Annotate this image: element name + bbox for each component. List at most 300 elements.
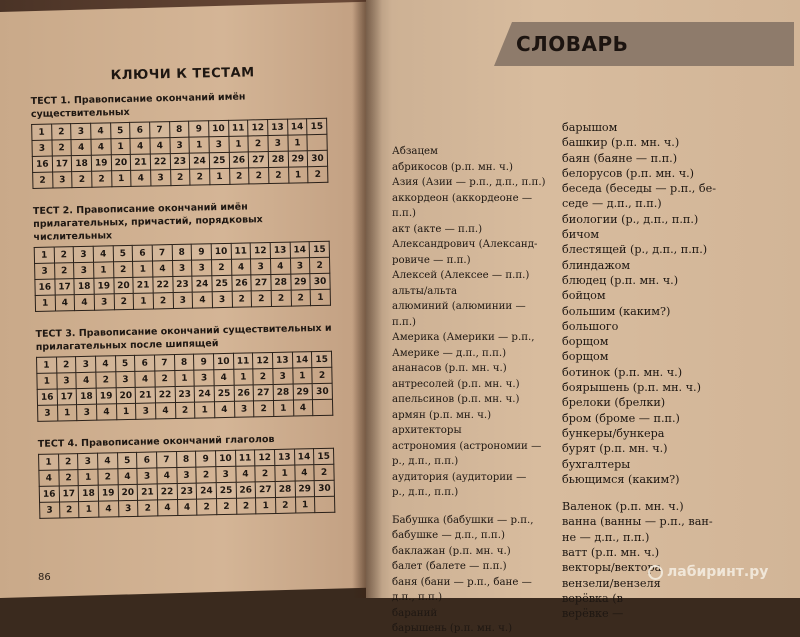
question-number-cell: 21 <box>137 484 157 500</box>
question-number-cell: 18 <box>72 155 92 171</box>
answer-cell: 3 <box>192 260 212 276</box>
dictionary-entry: р., д.п., п.п.) <box>392 456 459 467</box>
dictionary-entry: Алексей (Алексее — п.п.) <box>392 270 530 281</box>
answer-cell: 2 <box>138 500 158 516</box>
dictionary-entry: акт (акте — п.п.) <box>392 223 483 235</box>
answer-cell <box>307 134 327 150</box>
answer-cell: 2 <box>253 368 273 384</box>
question-number-cell: 7 <box>152 245 172 261</box>
dictionary-entry: бром (броме — п.п.) <box>562 411 680 425</box>
dictionary-entry: блестящей (р., д.п., п.п.) <box>562 243 708 257</box>
dictionary-entry: антресолей (р.п. мн. ч.) <box>392 378 520 390</box>
answer-cell: 4 <box>75 294 95 310</box>
answer-cell: 2 <box>275 497 295 513</box>
answer-cell: 4 <box>157 500 177 516</box>
question-number-cell: 29 <box>290 274 310 290</box>
dictionary-entry: бабушке — д.п., п.п.) <box>392 530 505 541</box>
question-number-cell: 24 <box>190 153 210 169</box>
question-number-cell: 22 <box>155 387 175 403</box>
question-number-cell: 7 <box>150 122 170 138</box>
answer-cell: 1 <box>79 501 99 517</box>
tests-container <box>31 89 345 519</box>
answer-cell: 1 <box>94 262 114 278</box>
question-number-cell: 14 <box>287 119 307 135</box>
answer-cell: 1 <box>273 400 293 416</box>
question-number-cell: 12 <box>255 449 275 465</box>
dictionary-entry: верёвка (в <box>562 591 623 605</box>
question-number-cell: 28 <box>268 151 288 167</box>
question-number-cell: 29 <box>293 384 313 400</box>
answer-cell: 1 <box>256 497 276 513</box>
question-number-cell: 8 <box>176 451 196 467</box>
dictionary-entry: блюдец (р.п. мн. ч.) <box>562 273 679 287</box>
answer-key-table <box>31 118 328 189</box>
entry-gap <box>392 501 550 513</box>
answer-cell: 2 <box>114 293 134 309</box>
answer-cell: 3 <box>216 466 236 482</box>
question-number-cell: 25 <box>216 482 236 498</box>
question-number-cell: 1 <box>39 454 59 470</box>
question-number-cell: 24 <box>196 483 216 499</box>
question-number-cell: 25 <box>212 275 232 291</box>
question-number-cell: 4 <box>98 453 118 469</box>
question-number-cell: 26 <box>234 385 254 401</box>
dictionary-entry: ватт (р.п. мн. ч.) <box>562 546 660 560</box>
answer-cell: 4 <box>192 292 212 308</box>
question-number-cell: 22 <box>153 277 173 293</box>
question-number-cell: 9 <box>194 354 214 370</box>
answer-cell: 3 <box>136 403 156 419</box>
dictionary-entry: верёвке — <box>562 607 624 621</box>
dictionary-entry: ванна (ванны — р.п., ван- <box>562 515 713 529</box>
answer-cell: 2 <box>98 469 118 485</box>
question-number-cell: 30 <box>310 273 330 289</box>
answer-cell: 1 <box>133 293 153 309</box>
answer-cell: 3 <box>118 500 138 516</box>
test-title: ТЕСТ 1. Правописание окончаний имён существительных <box>30 91 246 120</box>
entry-gap <box>562 487 782 499</box>
dictionary-entry: баклажан (р.п. мн. ч.) <box>392 545 511 557</box>
dictionary-entry: баян (баяне — п.п.) <box>562 151 678 165</box>
question-number-cell: 29 <box>295 481 315 497</box>
answer-cell: 4 <box>231 259 251 275</box>
dictionary-entry: большого <box>562 319 619 333</box>
question-number-cell: 18 <box>74 278 94 294</box>
question-number-cell: 10 <box>211 243 231 259</box>
answer-cell: 3 <box>52 172 72 188</box>
answer-cell: 1 <box>210 168 230 184</box>
dictionary-entry: барышом <box>562 121 618 134</box>
question-number-cell: 28 <box>275 481 295 497</box>
answer-cell: 1 <box>111 138 131 154</box>
question-number-cell: 10 <box>209 120 229 136</box>
answer-cell: 4 <box>71 139 91 155</box>
question-number-cell: 10 <box>213 353 233 369</box>
dictionary-entry: Бабушка (бабушки — р.п., <box>392 514 534 526</box>
question-number-cell: 30 <box>314 480 334 496</box>
answer-cell: 2 <box>248 136 268 152</box>
dictionary-entry: башкир (р.п. мн. ч.) <box>562 136 680 150</box>
question-number-cell: 27 <box>248 152 268 168</box>
question-number-cell: 23 <box>172 276 192 292</box>
question-number-cell: 21 <box>133 277 153 293</box>
answer-cell: 2 <box>314 464 334 480</box>
answer-cell: 3 <box>273 368 293 384</box>
answer-cell: 3 <box>74 262 94 278</box>
question-number-cell: 3 <box>71 123 91 139</box>
dictionary-entry: вензели/вензеля <box>562 576 661 590</box>
question-number-cell: 4 <box>91 123 111 139</box>
book-spine <box>352 0 382 598</box>
question-number-cell: 20 <box>113 277 133 293</box>
question-number-cell: 9 <box>189 121 209 137</box>
dictionary-entry: большим (каким?) <box>562 304 671 318</box>
dictionary-entry: не — д.п., п.п.) <box>562 530 650 544</box>
answer-cell: 2 <box>153 293 173 309</box>
answer-cell: 2 <box>251 291 271 307</box>
answer-cell: 2 <box>72 171 92 187</box>
dictionary-entry: бурят (р.п. мн. ч.) <box>562 442 668 456</box>
answer-cell: 2 <box>271 290 291 306</box>
question-number-cell: 13 <box>272 352 292 368</box>
dictionary-entry: астрономия (астрономии — <box>392 440 542 452</box>
answer-cell: 4 <box>293 400 313 416</box>
question-number-cell: 15 <box>312 351 332 367</box>
question-number-cell: 26 <box>231 275 251 291</box>
dictionary-entry: боярышень (р.п. мн. ч.) <box>562 381 701 395</box>
dictionary-entry: бичом <box>562 228 600 242</box>
test-title: ТЕСТ 2. Правописание окончаний имён прилагательных, причастий, порядковых числительных <box>32 201 263 243</box>
dictionary-entry: ровиче — п.п.) <box>392 254 471 266</box>
question-number-cell: 18 <box>76 388 96 404</box>
answer-cell: 2 <box>33 172 53 188</box>
answer-cell: 2 <box>312 367 332 383</box>
question-number-cell: 25 <box>214 385 234 401</box>
question-number-cell: 15 <box>307 118 327 134</box>
answer-cell: 4 <box>39 470 59 486</box>
answer-cell: 1 <box>174 370 194 386</box>
question-number-cell: 23 <box>170 153 190 169</box>
answer-cell: 3 <box>77 404 97 420</box>
answer-cell: 1 <box>133 261 153 277</box>
answer-cell: 2 <box>229 168 249 184</box>
answer-cell: 4 <box>96 404 116 420</box>
page-number: 86 <box>38 572 51 583</box>
answer-cell: 3 <box>290 258 310 274</box>
answer-key-table <box>34 241 331 312</box>
question-number-cell: 9 <box>196 451 216 467</box>
question-number-cell: 26 <box>229 152 249 168</box>
answer-cell: 4 <box>152 261 172 277</box>
question-number-cell: 6 <box>132 245 152 261</box>
dictionary-entry: абрикосов (р.п. мн. ч.) <box>392 161 513 173</box>
answer-cell: 3 <box>173 292 193 308</box>
dictionary-entry: р., д.п., п.п.) <box>392 487 459 498</box>
question-number-cell: 12 <box>253 352 273 368</box>
dictionary-entry: аккордеон (аккордеоне — <box>392 192 533 204</box>
answer-cell: 1 <box>78 469 98 485</box>
answer-cell: 2 <box>216 498 236 514</box>
question-number-cell: 2 <box>54 247 74 263</box>
answer-cell: 3 <box>40 502 60 518</box>
question-number-cell: 14 <box>292 352 312 368</box>
dictionary-section <box>386 22 786 634</box>
answer-cell: 3 <box>115 371 135 387</box>
dictionary-entry: Абзацем <box>392 146 438 157</box>
question-number-cell: 2 <box>56 357 76 373</box>
answer-cell: 3 <box>151 170 171 186</box>
dictionary-entry: Валенок (р.п. мн. ч.) <box>562 500 684 514</box>
answer-cell: 2 <box>197 499 217 515</box>
test-title: ТЕСТ 4. Правописание окончаний глаголов <box>37 433 275 450</box>
dictionary-entry: барышень (р.п. мн. ч.) <box>392 623 513 634</box>
question-number-cell: 3 <box>78 453 98 469</box>
answer-key-table <box>36 351 333 422</box>
answer-cell: 2 <box>236 498 256 514</box>
question-number-cell: 20 <box>116 387 136 403</box>
question-number-cell: 20 <box>118 484 138 500</box>
question-number-cell: 2 <box>51 124 71 140</box>
answer-cell: 4 <box>117 468 137 484</box>
question-number-cell: 5 <box>110 122 130 138</box>
question-number-cell: 27 <box>251 275 271 291</box>
answer-cell: 1 <box>37 373 57 389</box>
answer-cell: 1 <box>275 465 295 481</box>
dictionary-entry: Азия (Азии — р.п., д.п., п.п.) <box>392 177 546 188</box>
question-number-cell: 5 <box>117 452 137 468</box>
question-number-cell: 12 <box>250 243 270 259</box>
question-number-cell: 8 <box>169 121 189 137</box>
answer-cell: 2 <box>232 291 252 307</box>
dictionary-entry: биологии (р., д.п., п.п.) <box>562 212 699 226</box>
answer-cell: 4 <box>270 258 290 274</box>
answer-cell: 3 <box>137 468 157 484</box>
answer-cell: 4 <box>135 371 155 387</box>
dictionary-entry: Александрович (Александ- <box>392 239 538 250</box>
question-number-cell: 12 <box>248 120 268 136</box>
answer-cell: 3 <box>194 370 214 386</box>
answer-cell: 2 <box>196 467 216 483</box>
question-number-cell: 15 <box>314 448 334 464</box>
answer-cell: 2 <box>59 502 79 518</box>
question-number-cell: 19 <box>96 388 116 404</box>
answer-cell: 1 <box>295 497 315 513</box>
watermark-text: лабиринт.ру <box>667 564 769 580</box>
answer-cell <box>313 399 333 415</box>
question-number-cell: 21 <box>131 154 151 170</box>
question-number-cell: 11 <box>233 353 253 369</box>
question-number-cell: 5 <box>115 355 135 371</box>
question-number-cell: 22 <box>157 484 177 500</box>
answer-cell: 3 <box>212 291 232 307</box>
watermark <box>648 564 768 580</box>
answer-cell: 2 <box>113 261 133 277</box>
question-number-cell: 30 <box>307 150 327 166</box>
dictionary-entry: белорусов (р.п. мн. ч.) <box>562 166 695 180</box>
dictionary-entry: бойцом <box>562 289 606 303</box>
answer-cell: 1 <box>195 402 215 418</box>
answer-cell: 2 <box>52 140 72 156</box>
dictionary-entry: седе — д.п., п.п.) <box>562 197 662 211</box>
dictionary-entry: векторы/вектора <box>562 561 662 575</box>
answer-cell: 2 <box>54 263 74 279</box>
answer-cell: 3 <box>57 373 77 389</box>
question-number-cell: 23 <box>177 483 197 499</box>
question-number-cell: 13 <box>267 119 287 135</box>
answer-cell: 4 <box>130 138 150 154</box>
dictionary-entry: борщом <box>562 335 609 349</box>
dictionary-entry: ботинок (р.п. мн. ч.) <box>562 365 683 379</box>
question-number-cell: 29 <box>288 151 308 167</box>
answer-cell: 1 <box>288 167 308 183</box>
question-number-cell: 6 <box>130 122 150 138</box>
answer-cell: 3 <box>251 259 271 275</box>
question-number-cell: 27 <box>253 384 273 400</box>
dictionary-entry: Америке — д.п., п.п.) <box>392 347 507 359</box>
question-number-cell: 17 <box>52 156 72 172</box>
answer-cell: 1 <box>116 403 136 419</box>
dictionary-entry: альты/альта <box>392 285 458 297</box>
answer-cell: 4 <box>214 401 234 417</box>
dictionary-entry: п.п.) <box>392 316 417 328</box>
question-number-cell: 8 <box>172 244 192 260</box>
answer-cell: 3 <box>268 135 288 151</box>
question-number-cell: 30 <box>312 383 332 399</box>
answer-cell: 4 <box>177 499 197 515</box>
answer-key-table <box>38 448 335 519</box>
dictionary-column-1 <box>392 144 550 637</box>
question-number-cell: 19 <box>98 485 118 501</box>
answer-cell: 4 <box>155 403 175 419</box>
question-number-cell: 17 <box>59 486 79 502</box>
dictionary-entry: беседа (беседы — р.п., бе- <box>562 182 717 196</box>
question-number-cell: 16 <box>35 279 55 295</box>
question-number-cell: 4 <box>95 356 115 372</box>
question-number-cell: 7 <box>154 355 174 371</box>
question-number-cell: 1 <box>32 124 52 140</box>
question-number-cell: 16 <box>32 156 52 172</box>
question-number-cell: 28 <box>271 274 291 290</box>
answer-cell: 3 <box>234 401 254 417</box>
question-number-cell: 2 <box>58 454 78 470</box>
question-number-cell: 10 <box>215 450 235 466</box>
answer-cell <box>315 496 335 512</box>
question-number-cell: 11 <box>231 243 251 259</box>
answer-cell: 4 <box>131 170 151 186</box>
answer-cell: 1 <box>57 405 77 421</box>
answer-cell: 1 <box>292 368 312 384</box>
question-number-cell: 25 <box>209 152 229 168</box>
answer-cell: 2 <box>59 470 79 486</box>
dictionary-entry: балет (балете — п.п.) <box>392 561 507 572</box>
question-number-cell: 3 <box>74 246 94 262</box>
dictionary-column-2 <box>562 120 782 622</box>
question-number-cell: 6 <box>135 355 155 371</box>
dictionary-entry: п.п.) <box>392 208 417 219</box>
dictionary-entry: армян (р.п. мн. ч.) <box>392 409 492 421</box>
question-number-cell: 1 <box>37 357 57 373</box>
dictionary-entry: блиндажом <box>562 258 631 272</box>
answer-cell: 4 <box>150 138 170 154</box>
question-number-cell: 22 <box>150 154 170 170</box>
answer-cell: 4 <box>214 369 234 385</box>
answer-cell: 1 <box>111 170 131 186</box>
question-number-cell: 1 <box>34 247 54 263</box>
question-number-cell: 16 <box>37 389 57 405</box>
question-number-cell: 15 <box>309 241 329 257</box>
answer-cell: 3 <box>94 294 114 310</box>
question-number-cell: 23 <box>175 386 195 402</box>
question-number-cell: 9 <box>191 244 211 260</box>
answer-cell: 2 <box>190 169 210 185</box>
answer-cell: 4 <box>235 466 255 482</box>
question-number-cell: 27 <box>255 481 275 497</box>
dictionary-entry: алюминий (алюминии — <box>392 301 526 312</box>
answer-cell: 4 <box>76 372 96 388</box>
dictionary-entry: бухгалтеры <box>562 457 631 471</box>
answer-cell: 4 <box>157 468 177 484</box>
question-number-cell: 14 <box>290 242 310 258</box>
answer-cell: 2 <box>175 402 195 418</box>
dictionary-entry: бараний <box>392 607 438 619</box>
labirint-logo-icon <box>648 565 663 580</box>
question-number-cell: 19 <box>94 278 114 294</box>
question-number-cell: 18 <box>79 485 99 501</box>
question-number-cell: 26 <box>236 482 256 498</box>
answer-cell: 4 <box>55 295 75 311</box>
answer-cell: 1 <box>228 136 248 152</box>
dictionary-entry: ананасов (р.п. мн. ч.) <box>392 363 507 374</box>
answer-cell: 3 <box>32 140 52 156</box>
question-number-cell: 16 <box>39 486 59 502</box>
dictionary-entry: д.п., п.п.) <box>392 592 443 603</box>
question-number-cell: 20 <box>111 154 131 170</box>
answer-cell: 1 <box>189 137 209 153</box>
answer-cell: 2 <box>96 372 116 388</box>
answer-keys-section <box>30 64 345 535</box>
question-number-cell: 14 <box>294 449 314 465</box>
question-number-cell: 13 <box>274 449 294 465</box>
question-number-cell: 28 <box>273 384 293 400</box>
question-number-cell: 11 <box>228 120 248 136</box>
answer-cell: 3 <box>209 136 229 152</box>
question-number-cell: 4 <box>93 246 113 262</box>
question-number-cell: 24 <box>192 276 212 292</box>
answer-cell: 2 <box>92 171 112 187</box>
dictionary-entry: бьющимся (каким?) <box>562 472 680 486</box>
question-number-cell: 11 <box>235 450 255 466</box>
question-number-cell: 17 <box>55 279 75 295</box>
answer-cell: 2 <box>249 168 269 184</box>
answer-cell: 4 <box>294 465 314 481</box>
answer-keys-title: КЛЮЧИ К ТЕСТАМ <box>110 65 255 84</box>
dictionary-title: СЛОВАРЬ <box>516 32 629 56</box>
question-number-cell: 17 <box>57 389 77 405</box>
answer-cell: 3 <box>176 467 196 483</box>
test-title: ТЕСТ 3. Правописание окончаний существительных и прилагательных после шипящей <box>35 322 332 353</box>
question-number-cell: 24 <box>194 386 214 402</box>
answer-cell: 2 <box>268 167 288 183</box>
answer-cell: 4 <box>91 139 111 155</box>
answer-cell: 2 <box>155 371 175 387</box>
answer-cell: 2 <box>291 290 311 306</box>
answer-cell: 2 <box>170 169 190 185</box>
dictionary-entry: борщом <box>562 350 609 364</box>
question-number-cell: 3 <box>76 356 96 372</box>
answer-cell: 3 <box>170 137 190 153</box>
question-number-cell: 19 <box>91 155 111 171</box>
dictionary-entry: баня (бани — р.п., бане — <box>392 576 532 588</box>
